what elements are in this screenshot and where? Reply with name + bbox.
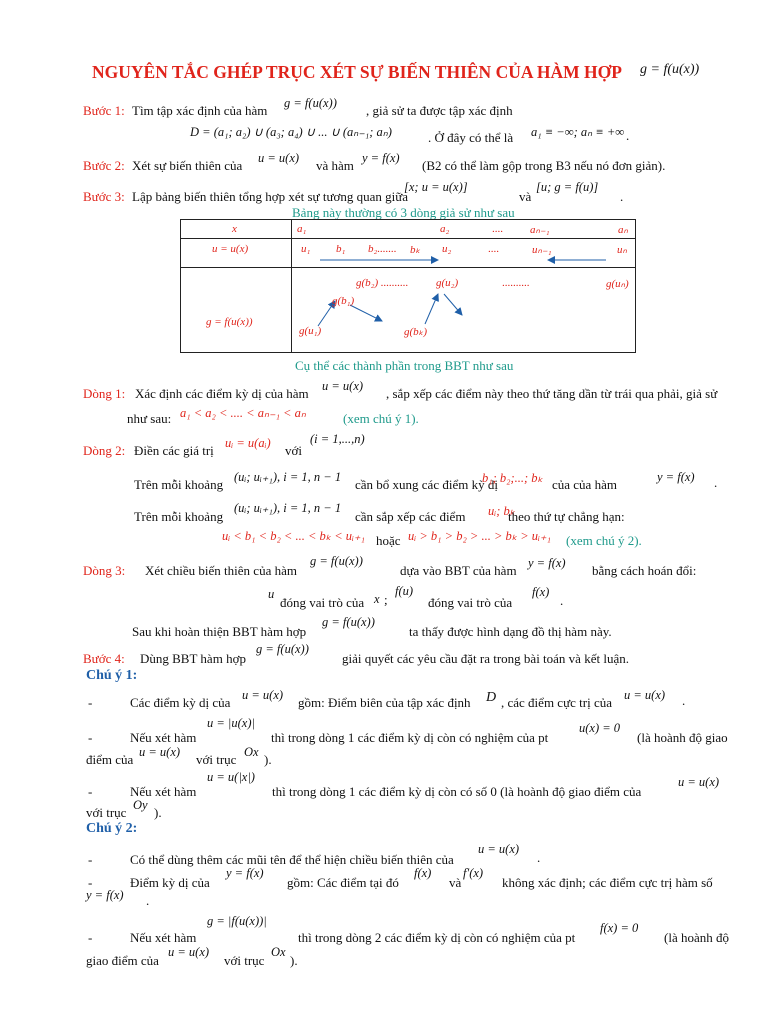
note1-item2-text-c: (là hoành độ giao	[637, 730, 728, 745]
note2-item1-text-b: .	[537, 850, 541, 865]
bullet: -	[88, 730, 93, 745]
line2-formula-h: uᵢ < b₁ < b₂ < ... < bₖ < uᵢ₊₁	[222, 529, 365, 543]
note2-item2-text-b: gồm: Các điểm tại đó	[287, 875, 399, 890]
note1-item3-formula-c: Oy	[133, 798, 148, 812]
step4-formula-a: g = f(u(x))	[256, 642, 309, 656]
step1-label: Bước 1:	[83, 103, 125, 118]
note2-item3-formula-a: g = |f(u(x))|	[207, 914, 267, 928]
u-value: u₁	[301, 243, 311, 255]
step3-formula-a: [x; u = u(x)]	[404, 180, 468, 194]
line1-text-c: như sau:	[127, 411, 172, 426]
bullet: -	[88, 930, 93, 945]
note1-item2-formula-d: Ox	[244, 745, 259, 759]
page-title: NGUYÊN TẮC GHÉP TRỤC XÉT SỰ BIẾN THIÊN CỦA HÀM HỢP	[92, 62, 622, 82]
line2-note: (xem chú ý 2).	[566, 533, 642, 548]
line2-text-e: của của hàm	[552, 477, 617, 492]
line2-formula-e: y = f(x)	[657, 470, 695, 484]
note2-item3-text-f: ).	[290, 953, 298, 968]
bullet: -	[88, 784, 93, 799]
step1-text-c: . Ở đây có thể là	[428, 130, 514, 145]
note2-item2-formula-a: y = f(x)	[226, 866, 264, 880]
line3-text-f: đóng vai trò của	[428, 595, 513, 610]
detail-caption: Cụ thể các thành phần trong BBT như sau	[295, 358, 514, 373]
line3-label: Dòng 3:	[83, 563, 126, 578]
step3-text-b: và	[519, 189, 532, 204]
line2-text-h: cần sắp xếp các điểm	[355, 509, 466, 524]
line2-text-d: cần bổ xung các điểm kỳ dị	[355, 477, 498, 492]
note2-item1-text-a: Có thể dùng thêm các mũi tên để thể hiện chiều biến thiên của	[130, 852, 454, 867]
line1-label: Dòng 1:	[83, 386, 126, 401]
note2-item1-formula-a: u = u(x)	[478, 842, 520, 856]
line2-text-g: Trên mỗi khoảng	[134, 509, 224, 524]
note2-item3-formula-c: u = u(x)	[168, 945, 210, 959]
row-g-label: g = f(u(x))	[206, 316, 253, 328]
note1-item2-formula-c: u = u(x)	[139, 745, 181, 759]
note1-item1-text-c: , các điểm cực trị của	[501, 695, 612, 710]
note1-item2-text-d: điểm của	[86, 752, 134, 767]
line3-text-g: .	[560, 593, 564, 608]
u-value: u₂	[442, 243, 452, 255]
note1-item1-formula-b: D	[486, 690, 497, 705]
line2-text-a: Điền các giá trị	[134, 443, 214, 458]
g-value: g(bₖ)	[404, 326, 428, 338]
line2-label: Dòng 2:	[83, 443, 126, 458]
note1-item1-text-a: Các điểm kỳ dị của	[130, 695, 231, 710]
line1-text-a: Xác định các điểm kỳ dị của hàm	[135, 386, 309, 401]
note1-item2-formula-b: u(x) = 0	[579, 721, 621, 735]
note1-item2-text-a: Nếu xét hàm	[130, 730, 197, 745]
note1-item3-formula-a: u = u(|x|)	[207, 770, 255, 784]
note2-item2-text-a: Điểm kỳ dị của	[130, 875, 210, 890]
line2-formula-f: (uᵢ; uᵢ₊₁), i = 1, n − 1	[234, 501, 342, 515]
step2-formula-b: y = f(x)	[362, 151, 400, 165]
x-value: a₁	[297, 223, 307, 235]
bullet: -	[88, 875, 93, 890]
line2-text-j: hoặc	[376, 533, 401, 548]
step4-text-a: Dùng BBT hàm hợp	[140, 651, 246, 666]
note1-item1-formula-c: u = u(x)	[624, 688, 666, 702]
step4-label: Bước 4:	[83, 651, 125, 666]
note1-item3-formula-b: u = u(x)	[678, 775, 720, 789]
line3-text-i: ta thấy được hình dạng đồ thị hàm này.	[409, 624, 612, 639]
note2-title: Chú ý 2:	[86, 821, 138, 836]
table-caption: Bảng này thường có 3 dòng giả sử như sau	[292, 205, 515, 220]
note1-item1-text-d: .	[682, 693, 686, 708]
note2-item2-text-e: .	[146, 893, 150, 908]
x-value: a₂	[440, 223, 450, 235]
note1-item2-formula-a: u = |u(x)|	[207, 716, 255, 730]
note2-item3-text-e: với trục	[224, 953, 265, 968]
note1-item3-text-d: ).	[154, 805, 162, 820]
bullet: -	[88, 852, 93, 867]
step3-text-c: .	[620, 189, 624, 204]
line3-text-h: Sau khi hoàn thiện BBT hàm hợp	[132, 624, 307, 639]
line2-formula-g: uᵢ; bₖ	[488, 504, 516, 518]
row-x-label: x	[232, 223, 237, 235]
line3-text-d: đóng vai trò của	[280, 595, 365, 610]
line3-text-e: ;	[384, 592, 388, 607]
line2-formula-a: uᵢ = u(aᵢ)	[225, 436, 271, 450]
line1-note: (xem chú ý 1).	[343, 411, 419, 426]
bullet: -	[88, 695, 93, 710]
note1-item3-text-a: Nếu xét hàm	[130, 784, 197, 799]
line3-text-c: bằng cách hoán đổi:	[592, 563, 697, 578]
note2-item3-text-a: Nếu xét hàm	[130, 930, 197, 945]
line2-text-f: .	[714, 475, 718, 490]
note2-item2-text-d: không xác định; các điểm cực trị hàm số	[502, 875, 713, 890]
line3-formula-a: g = f(u(x))	[310, 554, 363, 568]
line3-formula-e: f(u)	[395, 584, 414, 598]
note1-item3-text-b: thì trong dòng 1 các điểm kỳ dị còn có số 0 (là hoành độ giao điểm của	[272, 784, 642, 799]
line3-formula-g: g = f(u(x))	[322, 615, 375, 629]
line2-text-c: Trên mỗi khoảng	[134, 477, 224, 492]
line1-formula-b: a₁ < a₂ < .... < aₙ₋₁ < aₙ	[180, 406, 306, 420]
note1-item2-text-b: thì trong dòng 1 các điểm kỳ dị còn có nghiệm của pt	[271, 730, 549, 745]
line1-formula-a: u = u(x)	[322, 379, 364, 393]
step2-text-a: Xét sự biến thiên của	[132, 158, 243, 173]
step1-text-b: , giả sử ta được tập xác định	[366, 103, 513, 118]
line3-formula-f: f(x)	[532, 585, 550, 599]
u-value: b₂.......	[368, 243, 397, 255]
x-value: aₙ	[618, 224, 628, 236]
g-value: ..........	[502, 277, 530, 289]
line2-formula-b: (i = 1,...,n)	[310, 432, 365, 446]
title-formula: g = f(u(x))	[640, 62, 700, 77]
row-u-label: u = u(x)	[212, 243, 249, 255]
note2-item3-text-d: giao điểm của	[86, 953, 159, 968]
line1-text-b: , sắp xếp các điểm này theo thứ tăng dần từ trái qua phải, giả sử	[386, 386, 718, 401]
note1-item1-formula-a: u = u(x)	[242, 688, 284, 702]
step2-formula-a: u = u(x)	[258, 151, 300, 165]
note2-item2-formula-d: y = f(x)	[86, 888, 124, 902]
line2-formula-c: (uᵢ; uᵢ₊₁), i = 1, n − 1	[234, 470, 342, 484]
note2-item3-text-b: thì trong dòng 2 các điểm kỳ dị còn có nghiệm của pt	[298, 930, 576, 945]
note1-item2-text-e: với trục	[196, 752, 237, 767]
step1-text-d: .	[626, 128, 630, 143]
g-value: g(u₂)	[436, 277, 459, 289]
x-value: ....	[492, 223, 503, 235]
note1-item1-text-b: gồm: Điểm biên của tập xác định	[298, 695, 471, 710]
step2-label: Bước 2:	[83, 158, 125, 173]
g-value: g(uₙ)	[606, 278, 629, 290]
line3-text-a: Xét chiều biến thiên của hàm	[145, 563, 297, 578]
note2-item2-formula-c: f′(x)	[463, 866, 484, 880]
note1-item2-text-f: ).	[264, 752, 272, 767]
line3-formula-d: x	[374, 592, 380, 606]
step1-formula-c: a₁ ≡ −∞; aₙ ≡ +∞	[531, 125, 625, 139]
note1-item3-text-c: với trục	[86, 805, 127, 820]
line3-formula-b: y = f(x)	[528, 556, 566, 570]
u-value: ....	[488, 243, 499, 255]
line2-formula-d: b₁; b₂;...; bₖ	[482, 471, 543, 485]
step3-label: Bước 3:	[83, 189, 125, 204]
g-value: g(b₁)	[332, 295, 355, 307]
note2-item3-formula-d: Ox	[271, 945, 286, 959]
line2-text-i: theo thứ tự chẳng hạn:	[508, 509, 625, 524]
step1-formula-a: g = f(u(x))	[284, 96, 337, 110]
note2-item3-text-c: (là hoành độ	[664, 930, 729, 945]
step1-domain-formula: D = (a₁; a₂) ∪ (a₃; a₄) ∪ ... ∪ (aₙ₋₁; aₙ)	[190, 125, 392, 139]
note2-item2-text-c: và	[449, 875, 462, 890]
step1-text-a: Tìm tập xác định của hàm	[132, 103, 268, 118]
step3-text-a: Lập bảng biến thiên tổng hợp xét sự tương quan giữa	[132, 189, 409, 204]
u-value: uₙ	[617, 244, 627, 256]
line2-text-b: với	[285, 443, 302, 458]
step2-text-c: (B2 có thể làm gộp trong B3 nếu nó đơn giản).	[422, 158, 666, 173]
g-value: g(u₁)	[299, 325, 322, 337]
step3-formula-b: [u; g = f(u)]	[536, 180, 599, 194]
g-value: g(b₂) ..........	[356, 277, 409, 289]
line3-text-b: dựa vào BBT của hàm	[400, 563, 517, 578]
x-value: aₙ₋₁	[530, 224, 550, 236]
u-value: uₙ₋₁	[532, 244, 552, 256]
note2-item3-formula-b: f(x) = 0	[600, 921, 639, 935]
u-value: b₁	[336, 243, 346, 255]
note1-title: Chú ý 1:	[86, 668, 138, 683]
note2-item2-formula-b: f(x)	[414, 866, 432, 880]
line3-formula-c: u	[268, 587, 275, 601]
u-value: bₖ	[410, 244, 421, 256]
line2-formula-i: uᵢ > b₁ > b₂ > ... > bₖ > uᵢ₊₁	[408, 529, 551, 543]
step2-text-b: và hàm	[316, 158, 354, 173]
step4-text-b: giải quyết các yêu cầu đặt ra trong bài toán và kết luận.	[342, 651, 629, 666]
